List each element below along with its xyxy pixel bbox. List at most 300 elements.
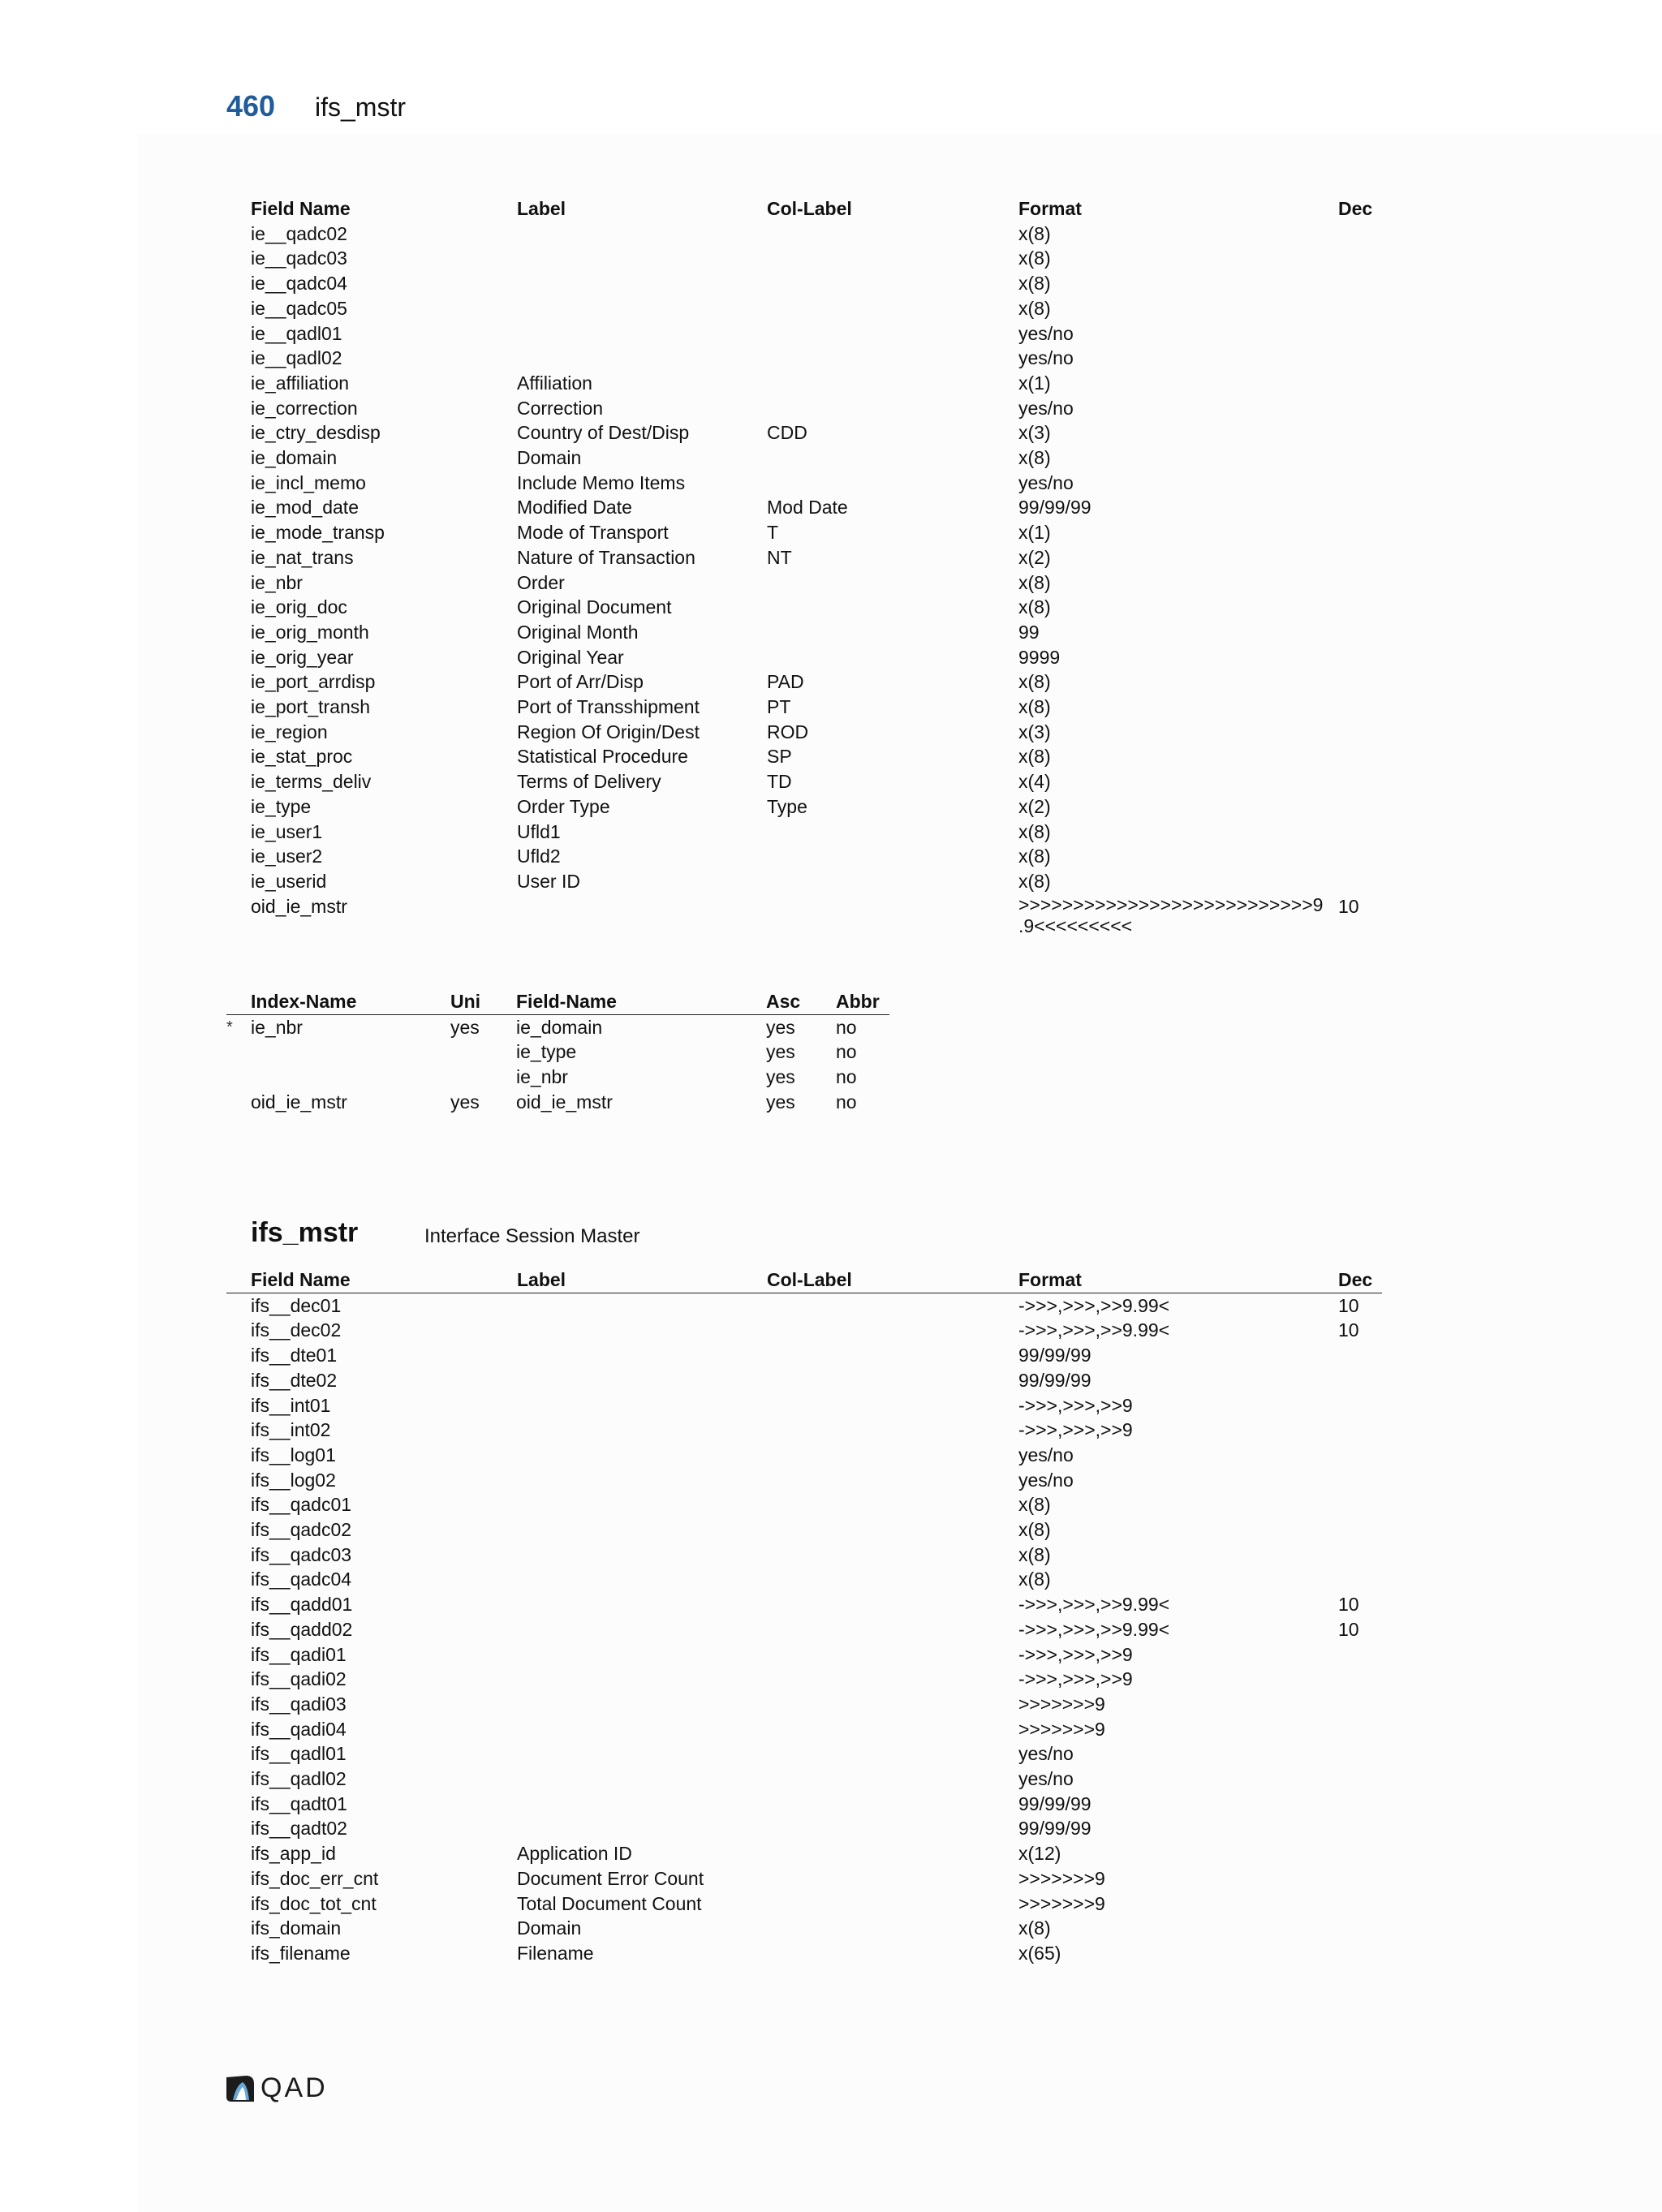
field-name-cell: ifs__dte02 — [251, 1369, 338, 1391]
field-name-cell: ifs__qadc02 — [251, 1519, 352, 1541]
label-cell — [517, 346, 767, 371]
table-row — [226, 1841, 1382, 1866]
label-cell: Original Month — [517, 621, 639, 643]
table-row — [251, 445, 1419, 471]
col-label-cell — [767, 1667, 1018, 1692]
format-cell: x(2) — [1018, 546, 1051, 568]
col-label-cell — [767, 1717, 1018, 1742]
dec-cell: 10 — [1338, 1319, 1359, 1341]
label-cell: Statistical Procedure — [517, 746, 688, 768]
field-name-cell: oid_ie_mstr — [516, 1091, 613, 1112]
format-cell: x(8) — [1018, 1519, 1051, 1541]
field-name-cell: ifs__log01 — [251, 1444, 336, 1465]
field-name-cell: ie_userid — [251, 870, 327, 892]
primary-index-marker — [226, 1065, 251, 1090]
dec-cell — [1338, 1792, 1382, 1817]
running-title: ifs_mstr — [315, 93, 406, 122]
table-row — [251, 471, 1419, 496]
format-cell: x(8) — [1018, 222, 1051, 244]
col-label-cell — [767, 1468, 1018, 1493]
field-name-cell: ie_affiliation — [251, 372, 350, 394]
dec-cell — [1338, 1667, 1382, 1692]
index-name-cell — [251, 1039, 450, 1065]
page-number: 460 — [226, 89, 276, 123]
marker-header — [226, 1267, 251, 1293]
col-label-cell — [767, 471, 1018, 496]
format-cell: x(65) — [1018, 1942, 1061, 1964]
field-name-cell: ie_orig_year — [251, 646, 354, 668]
field-name-cell: ie_terms_deliv — [251, 771, 372, 793]
field-name-cell: ie__qadc02 — [251, 222, 347, 244]
table-row — [226, 1916, 1382, 1941]
label-cell: Domain — [517, 447, 582, 469]
column-header: Abbr — [836, 989, 889, 1014]
label-cell — [517, 1592, 767, 1617]
label-cell — [517, 1692, 767, 1717]
col-label-cell — [767, 645, 1018, 670]
col-label-cell — [767, 1543, 1018, 1568]
table-header-row — [226, 989, 889, 1014]
field-name-cell: ie_type — [516, 1041, 577, 1063]
row-spacer — [226, 1792, 251, 1817]
dec-cell — [1338, 246, 1419, 271]
col-label-cell: Type — [767, 795, 807, 817]
format-cell: x(8) — [1018, 1569, 1051, 1590]
col-label-cell — [767, 1492, 1018, 1517]
column-header: Field Name — [251, 198, 351, 219]
row-spacer — [226, 1741, 251, 1767]
column-header: Field Name — [251, 1267, 517, 1293]
table-header-row — [226, 1267, 1382, 1293]
dec-cell — [1338, 222, 1419, 247]
table-row — [226, 1293, 1382, 1318]
label-cell: Mode of Transport — [517, 522, 669, 544]
field-name-cell: ifs__dec02 — [251, 1319, 342, 1341]
field-name-cell: ie_nat_trans — [251, 546, 354, 568]
field-name-cell: ifs_filename — [251, 1942, 351, 1964]
dec-cell — [1338, 720, 1419, 745]
table-row — [251, 321, 1419, 346]
col-label-cell — [767, 620, 1018, 645]
col-label-cell: PAD — [767, 671, 804, 693]
field-name-cell: ifs__qadd02 — [251, 1618, 353, 1640]
row-spacer — [226, 1916, 251, 1941]
format-cell: x(8) — [1018, 746, 1051, 768]
ie-fields-body — [251, 222, 1419, 936]
abbr-cell: no — [836, 1066, 857, 1088]
row-spacer — [226, 1418, 251, 1443]
field-name-cell: ie__qadl02 — [251, 347, 342, 369]
label-cell: Include Memo Items — [517, 471, 686, 493]
row-spacer — [226, 1841, 251, 1866]
label-cell — [517, 1393, 767, 1418]
table-row — [226, 1368, 1382, 1393]
dec-cell — [1338, 1916, 1382, 1941]
row-spacer — [226, 1293, 251, 1318]
label-cell — [517, 1717, 767, 1742]
table-row — [251, 894, 1419, 936]
table-row — [251, 620, 1419, 645]
col-label-cell — [767, 1916, 1018, 1941]
table-row — [226, 1741, 1382, 1767]
label-cell — [517, 1468, 767, 1493]
label-cell: Country of Dest/Disp — [517, 422, 690, 444]
label-cell — [517, 1767, 767, 1792]
column-header: Uni — [450, 989, 516, 1014]
dec-cell: 10 — [1338, 1294, 1359, 1316]
row-spacer — [226, 1443, 251, 1468]
format-cell: x(12) — [1018, 1843, 1061, 1865]
format-cell: 99 — [1018, 621, 1040, 643]
field-name-cell: ie__qadc04 — [251, 273, 347, 295]
column-header: Field-Name — [516, 989, 766, 1014]
unique-cell — [450, 1065, 516, 1090]
format-cell: x(8) — [1018, 1543, 1051, 1565]
col-label-cell — [767, 869, 1018, 894]
table-row — [226, 1592, 1382, 1617]
format-cell: >>>>>>>9 — [1018, 1892, 1105, 1914]
row-spacer — [226, 1567, 251, 1592]
format-cell: x(3) — [1018, 721, 1051, 742]
table-row — [251, 271, 1419, 296]
table-row — [226, 1517, 1382, 1543]
ie-index-table — [226, 989, 889, 1115]
field-name-cell: ifs_doc_err_cnt — [251, 1867, 379, 1889]
col-label-cell — [767, 321, 1018, 346]
table-row — [251, 520, 1419, 545]
label-cell — [517, 1667, 767, 1692]
table-row — [226, 1642, 1382, 1668]
format-cell: x(1) — [1018, 372, 1051, 394]
table-row — [251, 346, 1419, 371]
abbr-cell: no — [836, 1091, 857, 1112]
col-label-cell — [767, 1792, 1018, 1817]
dec-cell — [1338, 396, 1419, 421]
unique-cell: yes — [450, 1091, 480, 1112]
row-spacer — [226, 1517, 251, 1543]
label-cell: Port of Arr/Disp — [517, 671, 644, 693]
label-cell: Total Document Count — [517, 1892, 702, 1914]
asc-cell: yes — [766, 1091, 795, 1112]
field-name-cell: ie__qadc05 — [251, 297, 347, 319]
col-label-cell — [767, 1343, 1018, 1368]
row-spacer — [226, 1891, 251, 1917]
label-cell: Original Document — [517, 596, 672, 618]
row-spacer — [226, 1368, 251, 1393]
dec-cell: 10 — [1338, 895, 1359, 917]
col-label-cell — [767, 346, 1018, 371]
format-cell: x(8) — [1018, 1494, 1051, 1516]
row-spacer — [226, 1667, 251, 1692]
field-name-cell: ifs__qadt02 — [251, 1818, 347, 1840]
field-name-cell: ifs__qadc04 — [251, 1569, 352, 1590]
table-row — [251, 545, 1419, 570]
format-cell: yes/no — [1018, 397, 1074, 419]
format-cell: x(8) — [1018, 1917, 1051, 1939]
table-row — [226, 1468, 1382, 1493]
field-name-cell: ie_stat_proc — [251, 746, 353, 768]
format-cell: 99/99/99 — [1018, 1345, 1091, 1366]
dec-cell — [1338, 695, 1419, 720]
column-header: Dec — [1338, 1267, 1382, 1293]
format-cell: >>>>>>>9 — [1018, 1693, 1105, 1715]
dec-cell — [1338, 1468, 1382, 1493]
label-cell — [517, 1816, 767, 1841]
label-cell: Order — [517, 571, 565, 593]
dec-cell — [1338, 321, 1419, 346]
table-row — [251, 820, 1419, 845]
dec-cell — [1338, 471, 1419, 496]
table-row — [251, 869, 1419, 894]
table-row — [251, 371, 1419, 396]
primary-index-marker — [226, 1039, 251, 1065]
qad-logo-icon — [225, 2074, 256, 2103]
col-label-cell — [767, 1816, 1018, 1841]
format-cell: x(8) — [1018, 671, 1051, 693]
table-row — [251, 844, 1419, 869]
label-cell — [517, 1293, 767, 1318]
field-name-cell: ifs__int02 — [251, 1419, 331, 1441]
dec-cell — [1338, 545, 1419, 570]
dec-cell — [1338, 1941, 1382, 1966]
index-name-cell — [251, 1065, 450, 1090]
row-spacer — [226, 1866, 251, 1891]
table-row — [226, 1039, 889, 1065]
col-label-cell — [767, 1941, 1018, 1966]
field-name-cell: ifs__qadc03 — [251, 1543, 352, 1565]
field-name-cell: ifs__qadi01 — [251, 1643, 347, 1665]
col-label-cell — [767, 1741, 1018, 1767]
table-row — [251, 595, 1419, 620]
format-cell: yes/no — [1018, 347, 1074, 369]
label-cell — [517, 1318, 767, 1343]
format-cell: yes/no — [1018, 1444, 1074, 1465]
dec-cell — [1338, 296, 1419, 321]
col-label-cell — [767, 1891, 1018, 1917]
field-name-cell: ifs__qadl02 — [251, 1768, 347, 1790]
col-label-cell — [767, 595, 1018, 620]
column-header: Format — [1018, 198, 1082, 219]
field-name-cell: ifs__qadt01 — [251, 1792, 347, 1814]
label-cell — [517, 1617, 767, 1642]
format-cell: yes/no — [1018, 1768, 1074, 1790]
asc-cell: yes — [766, 1066, 795, 1088]
field-name-cell: ie_region — [251, 721, 328, 742]
col-label-cell: SP — [767, 746, 792, 768]
format-cell: 99/99/99 — [1018, 1818, 1091, 1840]
label-cell — [517, 1543, 767, 1568]
field-name-cell: ie__qadl01 — [251, 322, 342, 344]
format-cell: x(8) — [1018, 846, 1051, 867]
field-name-cell: ifs__int01 — [251, 1394, 331, 1416]
field-name-cell: ie_user1 — [251, 820, 323, 842]
col-label-cell — [767, 1617, 1018, 1642]
format-cell: x(4) — [1018, 771, 1051, 793]
dec-cell — [1338, 1891, 1382, 1917]
field-name-cell: ifs__qadl01 — [251, 1743, 347, 1765]
row-spacer — [226, 1592, 251, 1617]
col-label-cell: PT — [767, 696, 791, 718]
row-spacer — [226, 1343, 251, 1368]
field-name-cell: ie_nbr — [516, 1066, 568, 1088]
format-cell: ->>>,>>>,>>9.99< — [1018, 1319, 1170, 1341]
field-name-cell: ifs__qadi02 — [251, 1668, 347, 1690]
ifs-fields-body — [226, 1293, 1382, 1965]
table-row — [226, 1492, 1382, 1517]
table-row — [226, 1617, 1382, 1642]
dec-cell — [1338, 1418, 1382, 1443]
dec-cell — [1338, 794, 1419, 820]
table-row — [251, 645, 1419, 670]
field-name-cell: ie_type — [251, 795, 312, 817]
format-cell: x(8) — [1018, 820, 1051, 842]
dec-cell — [1338, 1741, 1382, 1767]
col-label-cell — [767, 1293, 1018, 1318]
table-row — [251, 695, 1419, 720]
dec-cell — [1338, 1841, 1382, 1866]
format-cell: 9999 — [1018, 646, 1061, 668]
table-header-row — [251, 196, 1419, 222]
label-cell — [517, 296, 767, 321]
label-cell — [517, 1343, 767, 1368]
col-label-cell — [767, 246, 1018, 271]
table-row — [226, 1767, 1382, 1792]
label-cell — [517, 246, 767, 271]
field-name-cell: ifs__dte01 — [251, 1345, 338, 1366]
format-cell: x(8) — [1018, 297, 1051, 319]
row-spacer — [226, 1492, 251, 1517]
field-name-cell: ie_domain — [516, 1016, 603, 1038]
primary-index-marker — [226, 1090, 251, 1115]
column-header: Label — [517, 198, 566, 219]
format-cell: x(2) — [1018, 795, 1051, 817]
field-name-cell: ifs__qadi04 — [251, 1718, 347, 1740]
field-name-cell: ifs__log02 — [251, 1469, 336, 1491]
col-label-cell — [767, 570, 1018, 596]
field-name-cell: ifs__dec01 — [251, 1294, 342, 1316]
col-label-cell — [767, 396, 1018, 421]
label-cell — [517, 222, 767, 247]
format-cell: ->>>,>>>,>>9 — [1018, 1643, 1133, 1665]
table-row — [251, 794, 1419, 820]
format-cell: ->>>,>>>,>>9 — [1018, 1668, 1133, 1690]
table-row — [226, 1318, 1382, 1343]
row-spacer — [226, 1468, 251, 1493]
table-row — [251, 420, 1419, 445]
dec-cell — [1338, 570, 1419, 596]
table-row — [226, 1717, 1382, 1742]
row-spacer — [226, 1617, 251, 1642]
format-cell: >>>>>>>9 — [1018, 1867, 1105, 1889]
format-cell: yes/no — [1018, 1743, 1074, 1765]
label-cell: Original Year — [517, 646, 624, 668]
table-row — [226, 1667, 1382, 1692]
col-label-cell: Mod Date — [767, 497, 848, 519]
col-label-cell — [767, 1692, 1018, 1717]
field-name-cell: ie_port_arrdisp — [251, 671, 376, 693]
col-label-cell — [767, 1841, 1018, 1866]
col-label-cell — [767, 371, 1018, 396]
field-name-cell: ie_mode_transp — [251, 522, 385, 544]
field-name-cell: ie_ctry_desdisp — [251, 422, 381, 444]
dec-cell — [1338, 371, 1419, 396]
field-name-cell: ie_orig_doc — [251, 596, 347, 618]
label-cell — [517, 1642, 767, 1668]
table-row — [226, 1941, 1382, 1966]
field-name-cell: ie_nbr — [251, 571, 303, 593]
label-cell: Terms of Delivery — [517, 771, 661, 793]
ifs-fields-table — [226, 1267, 1382, 1966]
dec-cell — [1338, 1393, 1382, 1418]
row-spacer — [226, 1692, 251, 1717]
section-description: Interface Session Master — [424, 1225, 640, 1247]
label-cell — [517, 1418, 767, 1443]
marker-header — [226, 989, 251, 1014]
primary-index-marker: * — [226, 1018, 233, 1036]
label-cell — [517, 894, 767, 936]
format-cell: x(8) — [1018, 870, 1051, 892]
field-name-cell: ie_mod_date — [251, 497, 359, 519]
field-name-cell: ifs_app_id — [251, 1843, 336, 1865]
field-name-cell: ie_incl_memo — [251, 471, 366, 493]
column-header: Col-Label — [767, 198, 852, 219]
label-cell: Correction — [517, 397, 604, 419]
table-row — [226, 1443, 1382, 1468]
row-spacer — [226, 1543, 251, 1568]
dec-cell — [1338, 346, 1419, 371]
ie-fields-table — [251, 196, 1419, 936]
dec-cell — [1338, 1866, 1382, 1891]
table-row — [226, 1418, 1382, 1443]
table-row — [226, 1792, 1382, 1817]
dec-cell — [1338, 271, 1419, 296]
index-name-cell: ie_nbr — [251, 1016, 303, 1038]
dec-cell: 10 — [1338, 1618, 1359, 1640]
label-cell — [517, 1567, 767, 1592]
table-row — [251, 744, 1419, 769]
dec-cell — [1338, 495, 1419, 520]
format-cell: ->>>,>>>,>>9 — [1018, 1394, 1133, 1416]
section-title: ifs_mstr — [251, 1217, 359, 1248]
row-spacer — [226, 1393, 251, 1418]
dec-cell — [1338, 420, 1419, 445]
format-cell: 99/99/99 — [1018, 1792, 1091, 1814]
column-header: Format — [1018, 1267, 1338, 1293]
format-cell: x(1) — [1018, 522, 1051, 544]
format-cell: yes/no — [1018, 322, 1074, 344]
label-cell: Order Type — [517, 795, 610, 817]
format-cell: ->>>,>>>,>>9.99< — [1018, 1594, 1170, 1616]
table-row — [251, 570, 1419, 596]
column-header: Label — [517, 1267, 767, 1293]
field-name-cell: ie_domain — [251, 447, 338, 469]
format-cell: x(8) — [1018, 247, 1051, 269]
col-label-cell — [767, 1418, 1018, 1443]
format-cell: >>>>>>>>>>>>>>>>>>>>>>>>>>>9 .9<<<<<<<<< — [1018, 893, 1324, 936]
dec-cell — [1338, 1567, 1382, 1592]
row-spacer — [226, 1816, 251, 1841]
format-cell: 99/99/99 — [1018, 1369, 1091, 1391]
column-header: Dec — [1338, 198, 1373, 219]
col-label-cell — [767, 1642, 1018, 1668]
format-cell: >>>>>>>9 — [1018, 1718, 1105, 1740]
field-name-cell: ifs__qadc01 — [251, 1494, 352, 1516]
format-cell: ->>>,>>>,>>9 — [1018, 1419, 1133, 1441]
label-cell: Region Of Origin/Dest — [517, 721, 700, 742]
table-row — [226, 1393, 1382, 1418]
dec-cell — [1338, 844, 1419, 869]
format-cell: x(8) — [1018, 696, 1051, 718]
